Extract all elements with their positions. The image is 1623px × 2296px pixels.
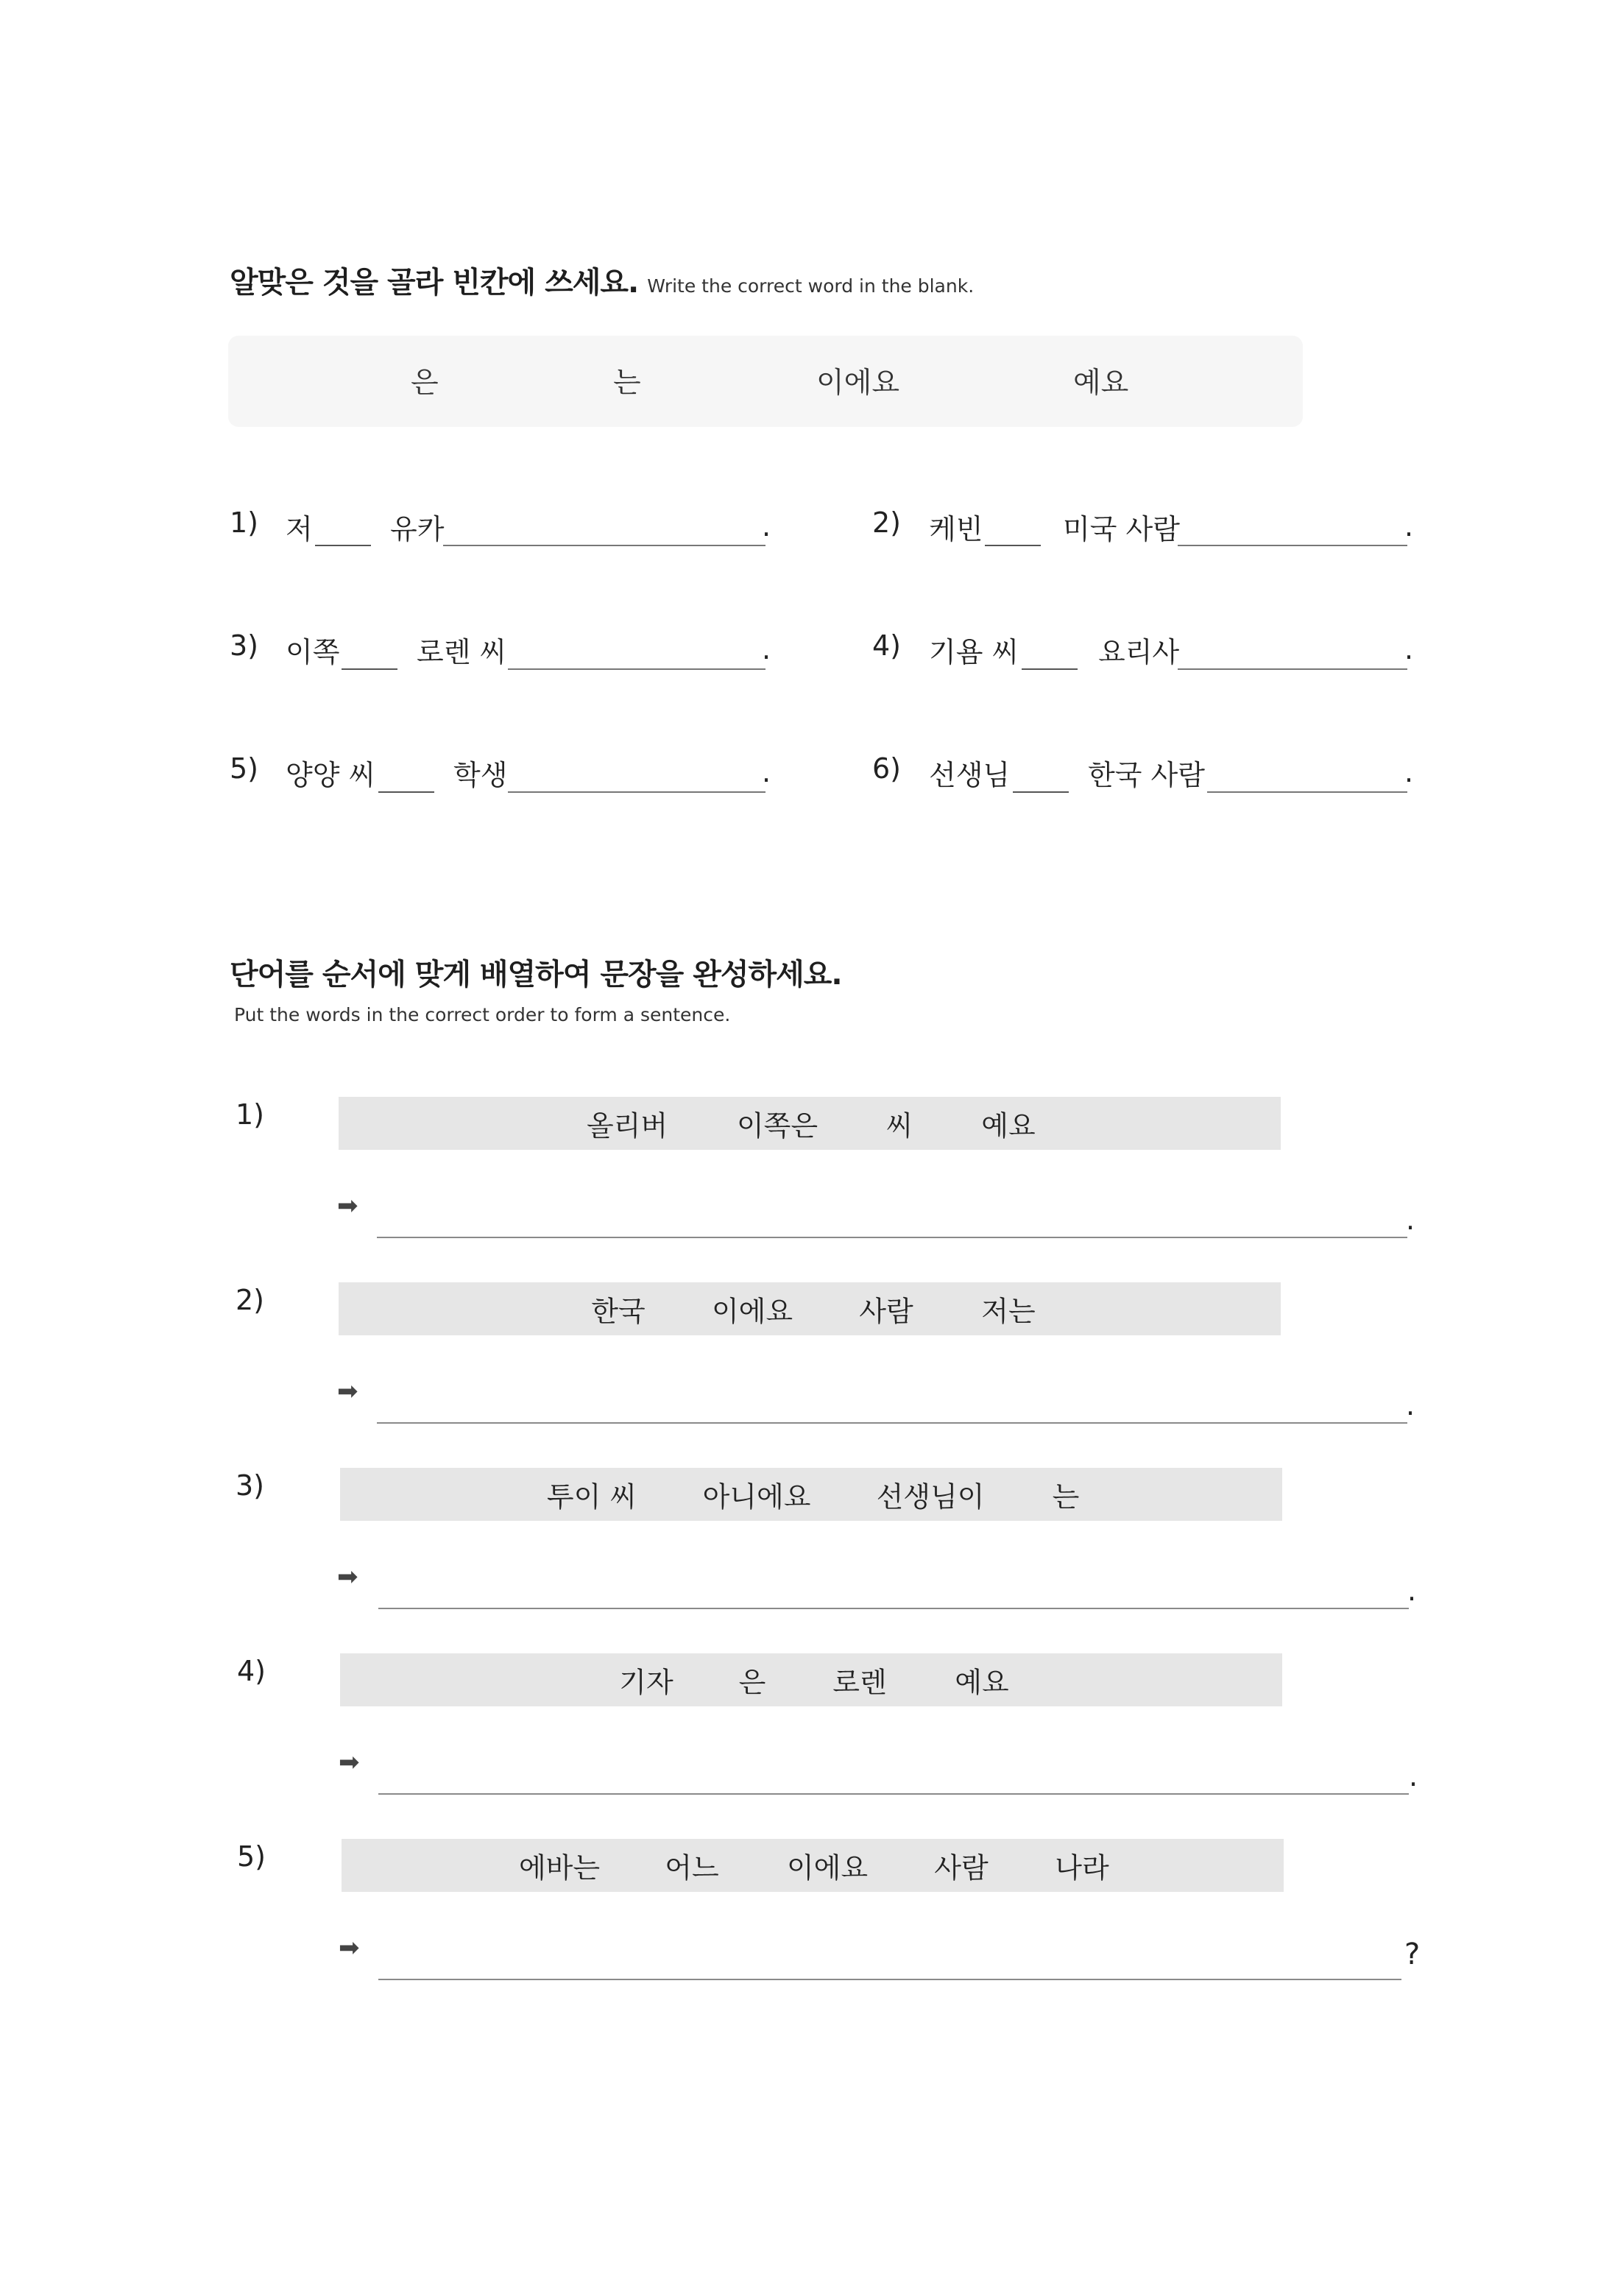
- section1-title-text: 알맞은 것을 골라 빈칸에 쓰세요.: [230, 266, 639, 300]
- period: .: [762, 633, 771, 665]
- section1-subtitle: Write the correct word in the blank.: [647, 275, 975, 297]
- sentence-end: .: [1406, 1204, 1415, 1236]
- ending-blank[interactable]: [443, 545, 765, 546]
- item-noun: 한국 사람: [1088, 759, 1205, 791]
- scramble-word: 어느: [665, 1851, 719, 1885]
- answer-line[interactable]: [378, 1608, 1409, 1609]
- scramble-word: 나라: [1055, 1851, 1109, 1885]
- period: .: [1404, 756, 1414, 788]
- word-scramble-box: [340, 1468, 1282, 1521]
- arrow-icon: ➡: [337, 1377, 358, 1406]
- scramble-word: 로렌: [832, 1666, 887, 1699]
- item-number: 5): [237, 1840, 266, 1873]
- arrow-icon: ➡: [337, 1191, 358, 1221]
- scramble-word: 예요: [981, 1109, 1036, 1142]
- arrow-icon: ➡: [339, 1748, 360, 1777]
- item-number: 1): [230, 506, 259, 539]
- word-bank-item: 은: [411, 367, 439, 400]
- sentence-end: .: [1406, 1389, 1415, 1421]
- period: .: [762, 756, 771, 788]
- particle-blank[interactable]: [315, 545, 371, 546]
- ending-blank[interactable]: [1178, 545, 1407, 546]
- item-number: 4): [237, 1655, 266, 1687]
- scramble-word: 이에요: [711, 1295, 793, 1328]
- item-number: 2): [872, 506, 902, 539]
- answer-line[interactable]: [378, 1979, 1401, 1980]
- period: .: [1404, 633, 1414, 665]
- ending-blank[interactable]: [508, 791, 765, 793]
- particle-blank[interactable]: [985, 545, 1041, 546]
- item-number: 1): [236, 1098, 265, 1131]
- word-scramble-box: [340, 1653, 1282, 1706]
- scramble-word: 씨: [885, 1109, 913, 1142]
- scramble-word: 이에요: [786, 1851, 869, 1885]
- item-subject: 기욤 씨: [929, 636, 1019, 668]
- word-scramble-box: [339, 1282, 1281, 1335]
- item-subject: 저: [286, 513, 313, 545]
- scramble-word: 은: [738, 1666, 766, 1699]
- scramble-word: 에바는: [518, 1851, 601, 1885]
- sentence-end: .: [1409, 1760, 1418, 1792]
- word-bank-item: 예요: [1073, 367, 1129, 400]
- section2-subtitle: Put the words in the correct order to form a sentence.: [234, 1004, 731, 1025]
- particle-blank[interactable]: [342, 668, 397, 670]
- scramble-word: 한국: [591, 1295, 646, 1328]
- item-number: 4): [872, 629, 902, 662]
- word-bank-item: 는: [613, 367, 641, 400]
- ending-blank[interactable]: [1178, 668, 1407, 670]
- item-noun: 요리사: [1098, 636, 1180, 668]
- scramble-word: 아니에요: [702, 1480, 811, 1513]
- item-noun: 학생: [453, 759, 508, 791]
- section1-title: [230, 259, 974, 301]
- scramble-word: 저는: [981, 1295, 1036, 1328]
- particle-blank[interactable]: [1013, 791, 1069, 793]
- scramble-word: 선생님이: [876, 1480, 985, 1513]
- scramble-word: 이쪽은: [736, 1109, 818, 1142]
- item-number: 3): [236, 1469, 265, 1502]
- answer-line[interactable]: [377, 1422, 1407, 1424]
- item-subject: 선생님: [929, 759, 1011, 791]
- scramble-word: 기자: [619, 1666, 673, 1699]
- section2-title: 단어를 순서에 맞게 배열하여 문장을 완성하세요.: [230, 958, 842, 992]
- particle-blank[interactable]: [378, 791, 434, 793]
- answer-line[interactable]: [378, 1793, 1409, 1795]
- scramble-word: 투이 씨: [546, 1480, 637, 1513]
- answer-line[interactable]: [377, 1237, 1407, 1238]
- period: .: [762, 510, 771, 543]
- scramble-word: 예요: [955, 1666, 1009, 1699]
- scramble-word: 사람: [934, 1851, 989, 1885]
- sentence-end: .: [1407, 1575, 1417, 1607]
- arrow-icon: ➡: [339, 1933, 360, 1963]
- particle-blank[interactable]: [1022, 668, 1078, 670]
- period: .: [1404, 510, 1414, 543]
- ending-blank[interactable]: [508, 668, 765, 670]
- arrow-icon: ➡: [337, 1562, 358, 1592]
- item-number: 3): [230, 629, 259, 662]
- item-number: 2): [236, 1284, 265, 1316]
- word-bank: [228, 336, 1303, 427]
- word-bank-item: 이에요: [816, 367, 900, 400]
- item-noun: 미국 사람: [1063, 513, 1180, 545]
- item-subject: 양양 씨: [286, 759, 376, 791]
- item-subject: 이쪽: [286, 636, 340, 668]
- item-noun: 로렌 씨: [417, 636, 507, 668]
- item-subject: 케빈: [929, 513, 983, 545]
- scramble-word: 는: [1052, 1480, 1080, 1513]
- sentence-end: ?: [1404, 1938, 1421, 1971]
- ending-blank[interactable]: [1207, 791, 1407, 793]
- item-number: 6): [872, 752, 902, 785]
- scramble-word: 올리버: [586, 1109, 668, 1142]
- item-number: 5): [230, 752, 259, 785]
- item-noun: 유카: [390, 513, 445, 545]
- scramble-word: 사람: [859, 1295, 913, 1328]
